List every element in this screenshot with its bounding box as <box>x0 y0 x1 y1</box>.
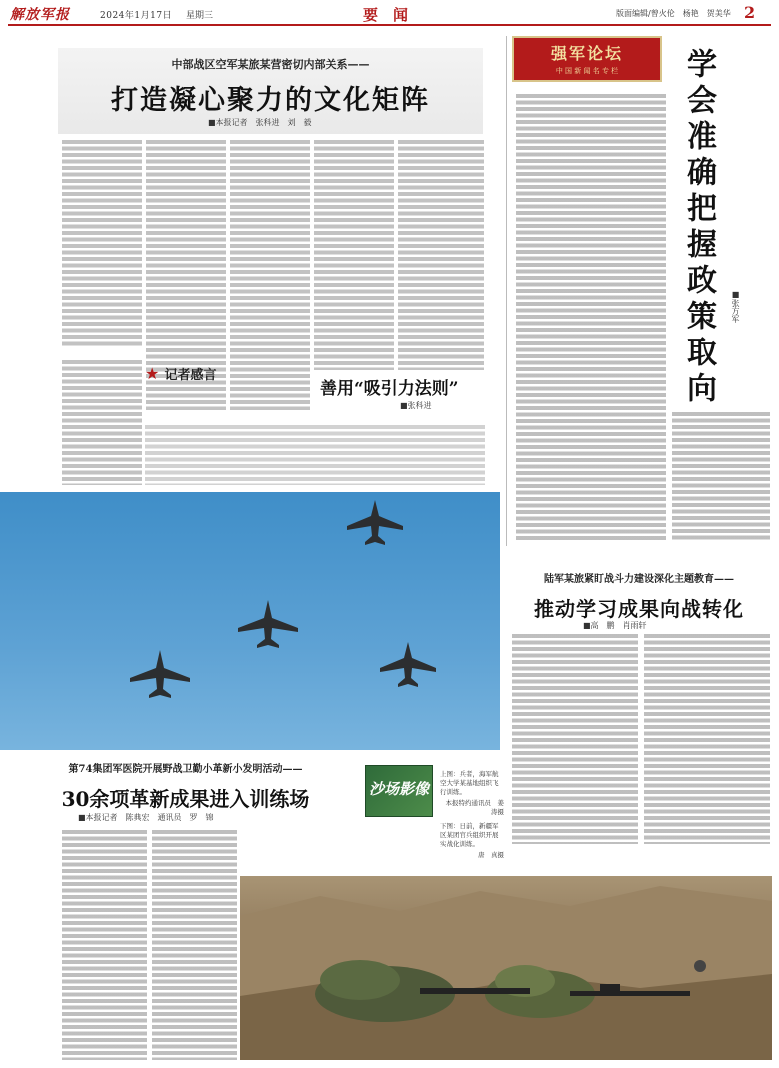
main-story-text-col4 <box>314 140 394 370</box>
main-story-kicker: 中部战区空军某旅某营密切内部关系—— <box>171 58 370 71</box>
commentary-tag: ★ 记者感言 <box>145 364 217 383</box>
commentary-text <box>145 425 485 485</box>
photo-section-logo: 沙场影像 <box>365 765 433 817</box>
main-story-text-col1 <box>62 140 142 390</box>
story2-kicker: 陆军某旅紧盯战斗力建设深化主题教育—— <box>544 574 734 585</box>
issue-date: 2024年1月17日 <box>100 11 173 21</box>
story3-header <box>8 756 363 828</box>
training-photo <box>240 876 772 1060</box>
photo-caption-top: 上图：兵者，海军航空大学某基地组织飞行训练。 本报特约通讯员 姜 涛摄 <box>440 770 511 816</box>
commentary-title: 善用“吸引力法则” <box>320 379 459 399</box>
star-icon: ★ <box>145 364 160 383</box>
story3-text-col2 <box>152 830 237 1060</box>
newspaper-logo: 解放军报 <box>10 7 70 23</box>
story2-text-col1 <box>512 634 638 844</box>
story2-headline: 推动学习成果向战转化 <box>534 597 744 621</box>
story3-byline: ■本报记者 陈典宏 通讯员 罗 锦 <box>78 813 214 822</box>
column-divider <box>506 36 507 546</box>
page-number: 2 <box>744 3 756 22</box>
left-text-col-lower <box>62 360 142 485</box>
jets-photo <box>0 492 500 750</box>
story3-headline: 30余项革新成果进入训练场 <box>61 787 310 811</box>
column-logo <box>512 36 662 82</box>
main-story-header <box>58 48 483 134</box>
fighter-jets-image <box>0 492 500 750</box>
column-title: 学会准确把握政策取向 <box>681 48 716 408</box>
photo-caption-bottom: 下图：日前，新疆军区某团官兵组织开展实战化训练。 唐 真摄 <box>440 822 504 859</box>
story2-header <box>505 560 773 630</box>
page-editors: 版面编辑/曾火伦 杨艳 贺美华 <box>616 9 731 18</box>
story3-text-col1 <box>62 830 147 1060</box>
section-title: 要 闻 <box>363 6 409 24</box>
masthead <box>8 4 771 26</box>
main-story-headline: 打造凝心聚力的文化矩阵 <box>111 85 430 116</box>
commentary-box <box>145 360 485 422</box>
story2-byline: ■高 鹏 肖雨轩 <box>583 621 647 630</box>
column-text-col2 <box>672 412 770 542</box>
column-logo-subtitle: 中 国 新 闻 名 专 栏 <box>555 67 619 75</box>
column-author: ■张方军 <box>731 290 740 323</box>
main-story-byline: ■本报记者 张科进 刘 毅 <box>208 118 312 127</box>
story3-kicker: 第74集团军医院开展野战卫勤小革新小发明活动—— <box>68 764 303 775</box>
main-story-text-col5 <box>398 140 484 370</box>
column-text-col1 <box>516 94 666 542</box>
issue-weekday: 星期三 <box>186 11 214 21</box>
story2-text-col2 <box>644 634 770 844</box>
commentary-byline: ■张科进 <box>400 401 432 410</box>
soldiers-training-image <box>240 876 772 1060</box>
column-logo-title: 强军论坛 <box>550 44 623 63</box>
